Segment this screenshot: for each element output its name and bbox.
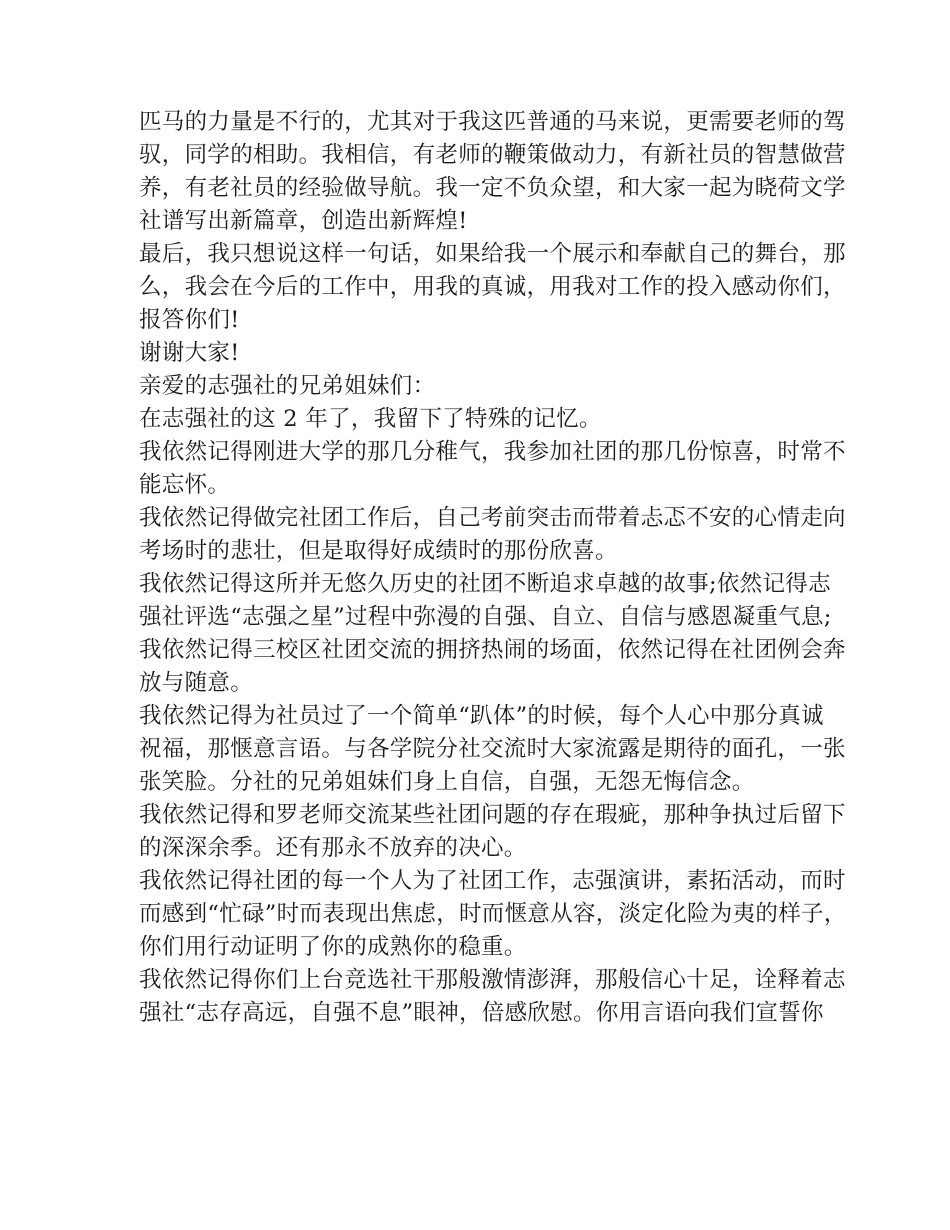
text-line: 的深深余季。还有那永不放弃的决心。: [139, 835, 527, 861]
text-line: 我依然记得你们上台竞选社干那般激情澎湃，那般信心十足，诠释着志: [139, 967, 846, 993]
text-line: 我依然记得这所并无悠久历史的社团不断追求卓越的故事;依然记得志: [139, 571, 831, 597]
text-line: 我依然记得和罗老师交流某些社团问题的存在瑕疵，那种争执过后留下: [139, 802, 846, 828]
text-line: 放与随意。: [139, 670, 254, 696]
text-line: 我依然记得为社员过了一个简单“趴体”的时候，每个人心中那分真诚: [139, 703, 824, 729]
text-line: 考场时的悲壮，但是取得好成绩时的那份欣喜。: [139, 538, 618, 564]
text-line: 能忘怀。: [139, 472, 231, 498]
text-line: 我依然记得三校区社团交流的拥挤热闹的场面，依然记得在社团例会奔: [139, 637, 846, 663]
text-line: 匹马的力量是不行的，尤其对于我这匹普通的马来说，更需要老师的驾: [139, 109, 846, 135]
text-line: 报答你们!: [139, 307, 240, 333]
text-line: 我依然记得刚进大学的那几分稚气，我参加社团的那几份惊喜，时常不: [139, 439, 846, 465]
text-line: 而感到“忙碌”时而表现出焦虑，时而惬意从容，淡定化险为夷的样子，: [139, 901, 847, 927]
text-line: 我依然记得社团的每一个人为了社团工作，志强演讲，素拓活动，而时: [139, 868, 846, 894]
text-line: 养，有老社员的经验做导航。我一定不负众望，和大家一起为晓荷文学: [139, 175, 846, 201]
text-line: 谢谢大家!: [139, 340, 240, 366]
text-line: 祝福，那惬意言语。与各学院分社交流时大家流露是期待的面孔，一张: [139, 736, 846, 762]
text-line: 我依然记得做完社团工作后，自己考前突击而带着忐忑不安的心情走向: [139, 505, 846, 531]
text-line: 最后，我只想说这样一句话，如果给我一个展示和奉献自己的舞台，那: [139, 241, 846, 267]
text-line: 社谱写出新篇章，创造出新辉煌!: [139, 208, 468, 234]
text-line: 驭，同学的相助。我相信，有老师的鞭策做动力，有新社员的智慧做营: [139, 142, 846, 168]
text-line: 张笑脸。分社的兄弟姐妹们身上自信，自强，无怨无悔信念。: [139, 769, 755, 795]
text-line: 你们用行动证明了你的成熟你的稳重。: [139, 934, 527, 960]
text-line: 亲爱的志强社的兄弟姐妹们：: [139, 373, 436, 399]
body-text: [139, 106, 847, 1030]
text-line: 强社评选“志强之星”过程中弥漫的自强、自立、自信与感恩凝重气息;: [139, 604, 832, 630]
text-line: 强社“志存高远，自强不息”眼神，倍感欣慰。你用言语向我们宣誓你: [139, 1000, 824, 1026]
text-line: 么，我会在今后的工作中，用我的真诚，用我对工作的投入感动你们，: [139, 274, 846, 300]
text-line: 在志强社的这 2 年了，我留下了特殊的记忆。: [139, 406, 602, 432]
